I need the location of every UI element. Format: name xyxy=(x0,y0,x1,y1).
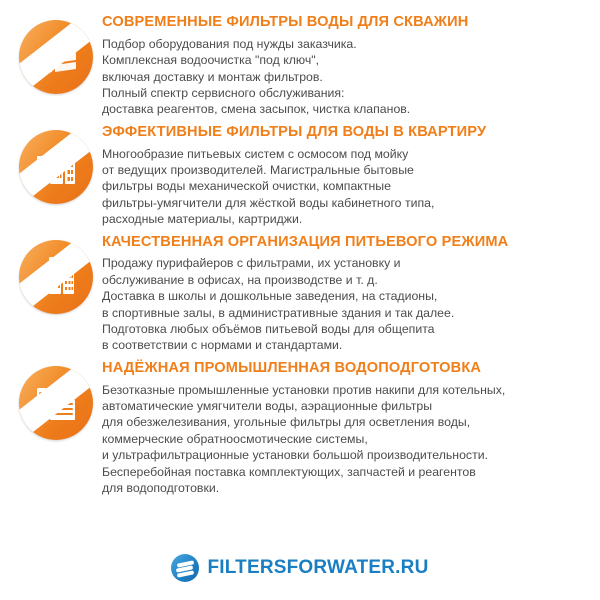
office-towers-icon xyxy=(19,240,93,314)
body-line: коммерческие обратноосмотические системы, xyxy=(102,431,368,446)
site-footer xyxy=(0,554,600,582)
body-line: Подбор оборудования под нужды заказчика. xyxy=(102,36,357,51)
icon-column xyxy=(10,360,102,440)
water-waves-logo-icon xyxy=(171,554,199,582)
body-line: Доставка в школы и дошкольные заведения, на стадионы, xyxy=(102,289,438,304)
section-body xyxy=(102,382,584,497)
body-line: Бесперебойная поставка комплектующих, запчастей и реагентов xyxy=(102,464,476,479)
body-line: Многообразие питьевых систем с осмосом под мойку xyxy=(102,146,409,161)
body-line: и ультрафильтрационные установки большой производительности. xyxy=(102,448,488,463)
body-line: расходные материалы, картриджи. xyxy=(102,212,303,227)
section-body xyxy=(102,36,584,118)
body-line: Продажу пурифайеров с фильтрами, их установку и xyxy=(102,256,401,271)
text-column xyxy=(102,14,590,118)
section-body xyxy=(102,146,584,228)
body-line: включая доставку и монтаж фильтров. xyxy=(102,69,323,84)
section-heading: СОВРЕМЕННЫЕ ФИЛЬТРЫ ВОДЫ ДЛЯ СКВАЖИН xyxy=(102,14,469,30)
text-column xyxy=(102,124,590,228)
body-line: в соответствии с нормами и стандартами. xyxy=(102,338,343,353)
body-line: автоматические умягчители воды, аэрационные фильтры xyxy=(102,399,433,414)
water-well-field-icon xyxy=(19,20,93,94)
body-line: Полный спектр сервисного обслуживания: xyxy=(102,86,345,100)
section-heading: ЭФФЕКТИВНЫЕ ФИЛЬТРЫ ДЛЯ ВОДЫ В КВАРТИРУ xyxy=(102,123,487,140)
body-line: фильтры-умягчители для жёсткой воды кабинетного типа, xyxy=(102,195,435,210)
text-column xyxy=(102,360,590,497)
body-line: для водоподготовки. xyxy=(102,481,220,496)
body-line: фильтры воды механической очистки, компактные xyxy=(102,179,391,194)
body-line: обслуживание в офисах, на производстве и т. д. xyxy=(102,272,378,287)
body-line: Безотказные промышленные установки против накипи для котельных, xyxy=(102,382,506,397)
icon-column xyxy=(10,14,102,94)
text-column xyxy=(102,234,590,354)
industrial-filter-plant-icon xyxy=(19,366,93,440)
body-line: Подготовка любых объёмов питьевой воды для общепита xyxy=(102,322,435,337)
section-wells xyxy=(10,14,590,118)
section-heading: НАДЁЖНАЯ ПРОМЫШЛЕННАЯ ВОДОПОДГОТОВКА xyxy=(102,359,482,376)
body-line: Комплексная водоочистка "под ключ", xyxy=(102,53,320,68)
body-line: от ведущих производителей. Магистральные бытовые xyxy=(102,163,414,177)
apartment-building-icon xyxy=(19,130,93,204)
section-industrial xyxy=(10,360,590,497)
body-line: для обезжелезивания, угольные фильтры для осветления воды, xyxy=(102,415,471,430)
section-drinking-regime xyxy=(10,234,590,354)
icon-column xyxy=(10,124,102,204)
body-line: в спортивные залы, в административные здания и так далее. xyxy=(102,305,455,320)
section-body xyxy=(102,255,584,353)
icon-column xyxy=(10,234,102,314)
section-apartment xyxy=(10,124,590,228)
section-heading: КАЧЕСТВЕННАЯ ОРГАНИЗАЦИЯ ПИТЬЕВОГО РЕЖИМА xyxy=(102,233,509,250)
body-line: доставка реагентов, смена засыпок, чистка клапанов. xyxy=(102,102,411,117)
site-name[interactable]: FILTERSFORWATER.RU xyxy=(207,557,429,578)
